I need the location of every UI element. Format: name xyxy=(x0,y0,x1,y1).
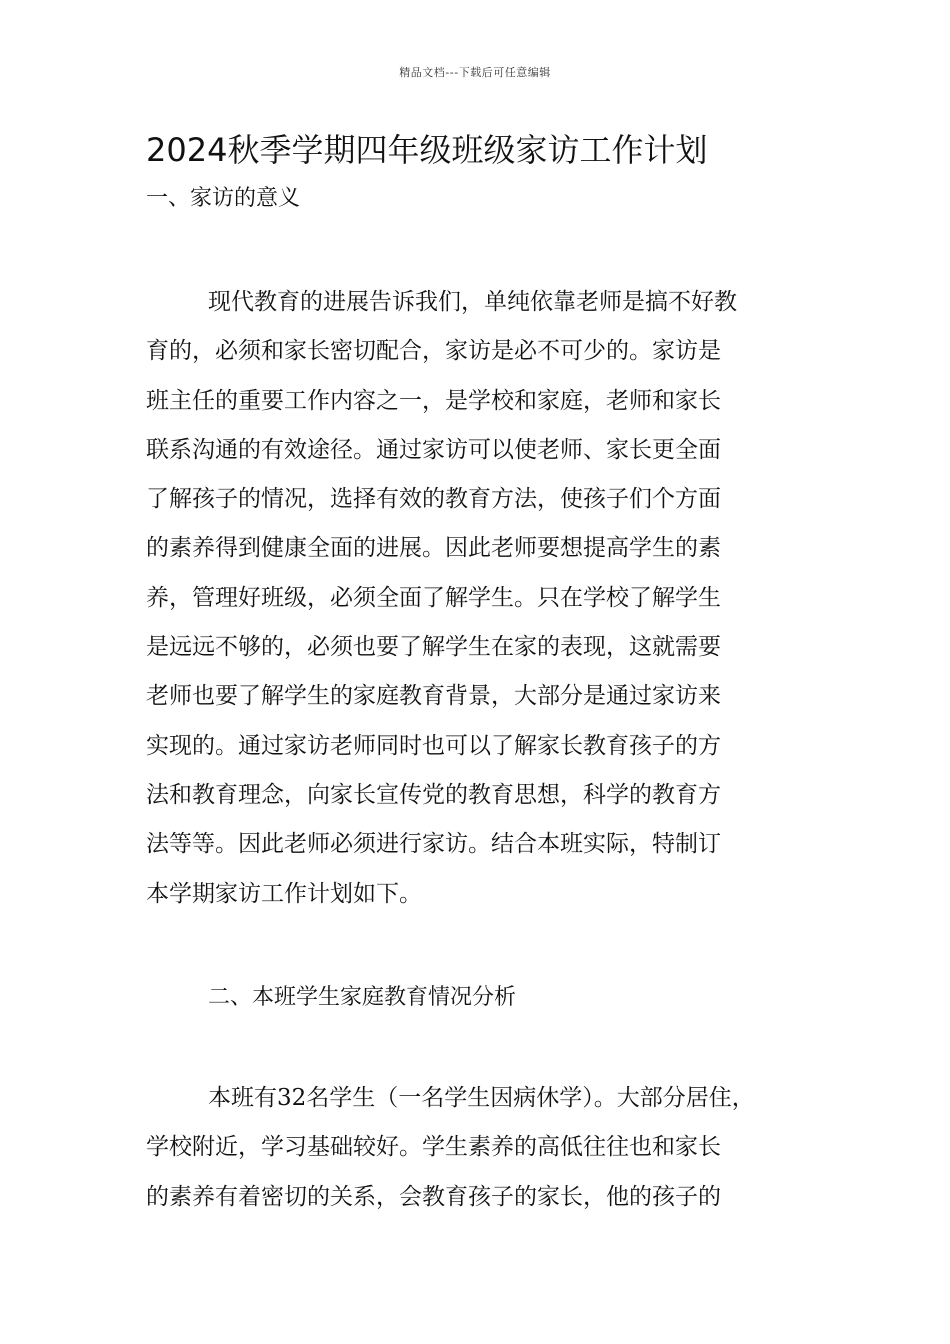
paragraph-line: 现代教育的进展告诉我们，单纯依靠老师是搞不好教 xyxy=(208,289,737,315)
paragraph-line: 学校附近，学习基础较好。学生素养的高低往往也和家长 xyxy=(146,1134,721,1161)
paragraph-line: 实现的。通过家访老师同时也可以了解家长教育孩子的方 xyxy=(146,732,721,759)
paragraph-line: 的素养得到健康全面的进展。因此老师要想提高学生的素 xyxy=(146,535,721,562)
paragraph-line: 养，管理好班级，必须全面了解学生。只在学校了解学生 xyxy=(146,584,721,611)
document-title: 2024秋季学期四年级班级家访工作计划 xyxy=(146,131,708,169)
paragraph-line: 班主任的重要工作内容之一，是学校和家庭，老师和家长 xyxy=(146,387,721,414)
header-note: 精品文档---下载后可任意编辑 xyxy=(399,66,551,79)
paragraph-line: 是远远不够的，必须也要了解学生在家的表现，这就需要 xyxy=(146,634,721,661)
paragraph-meaning xyxy=(146,278,826,919)
paragraph-line: 法等等。因此老师必须进行家访。结合本班实际，特制订 xyxy=(146,831,721,858)
section-heading-meaning: 一、家访的意义 xyxy=(146,186,301,211)
paragraph-line: 老师也要了解学生的家庭教育背景，大部分是通过家访来 xyxy=(146,683,721,710)
paragraph-line: 本班有32名学生（一名学生因病休学）。大部分居住， xyxy=(208,1085,755,1111)
paragraph-family-analysis xyxy=(146,1074,826,1222)
paragraph-line: 法和教育理念，向家长宣传党的教育思想，科学的教育方 xyxy=(146,781,721,808)
paragraph-line: 本学期家访工作计划如下。 xyxy=(146,880,422,907)
paragraph-line: 了解孩子的情况，选择有效的教育方法，使孩子们个方面 xyxy=(146,486,721,513)
paragraph-line: 联系沟通的有效途径。通过家访可以使老师、家长更全面 xyxy=(146,436,721,463)
paragraph-line: 的素养有着密切的关系，会教育孩子的家长，他的孩子的 xyxy=(146,1183,721,1210)
section-heading-family-analysis: 二、本班学生家庭教育情况分析 xyxy=(208,985,517,1010)
paragraph-line: 育的，必须和家长密切配合，家访是必不可少的。家访是 xyxy=(146,338,721,365)
